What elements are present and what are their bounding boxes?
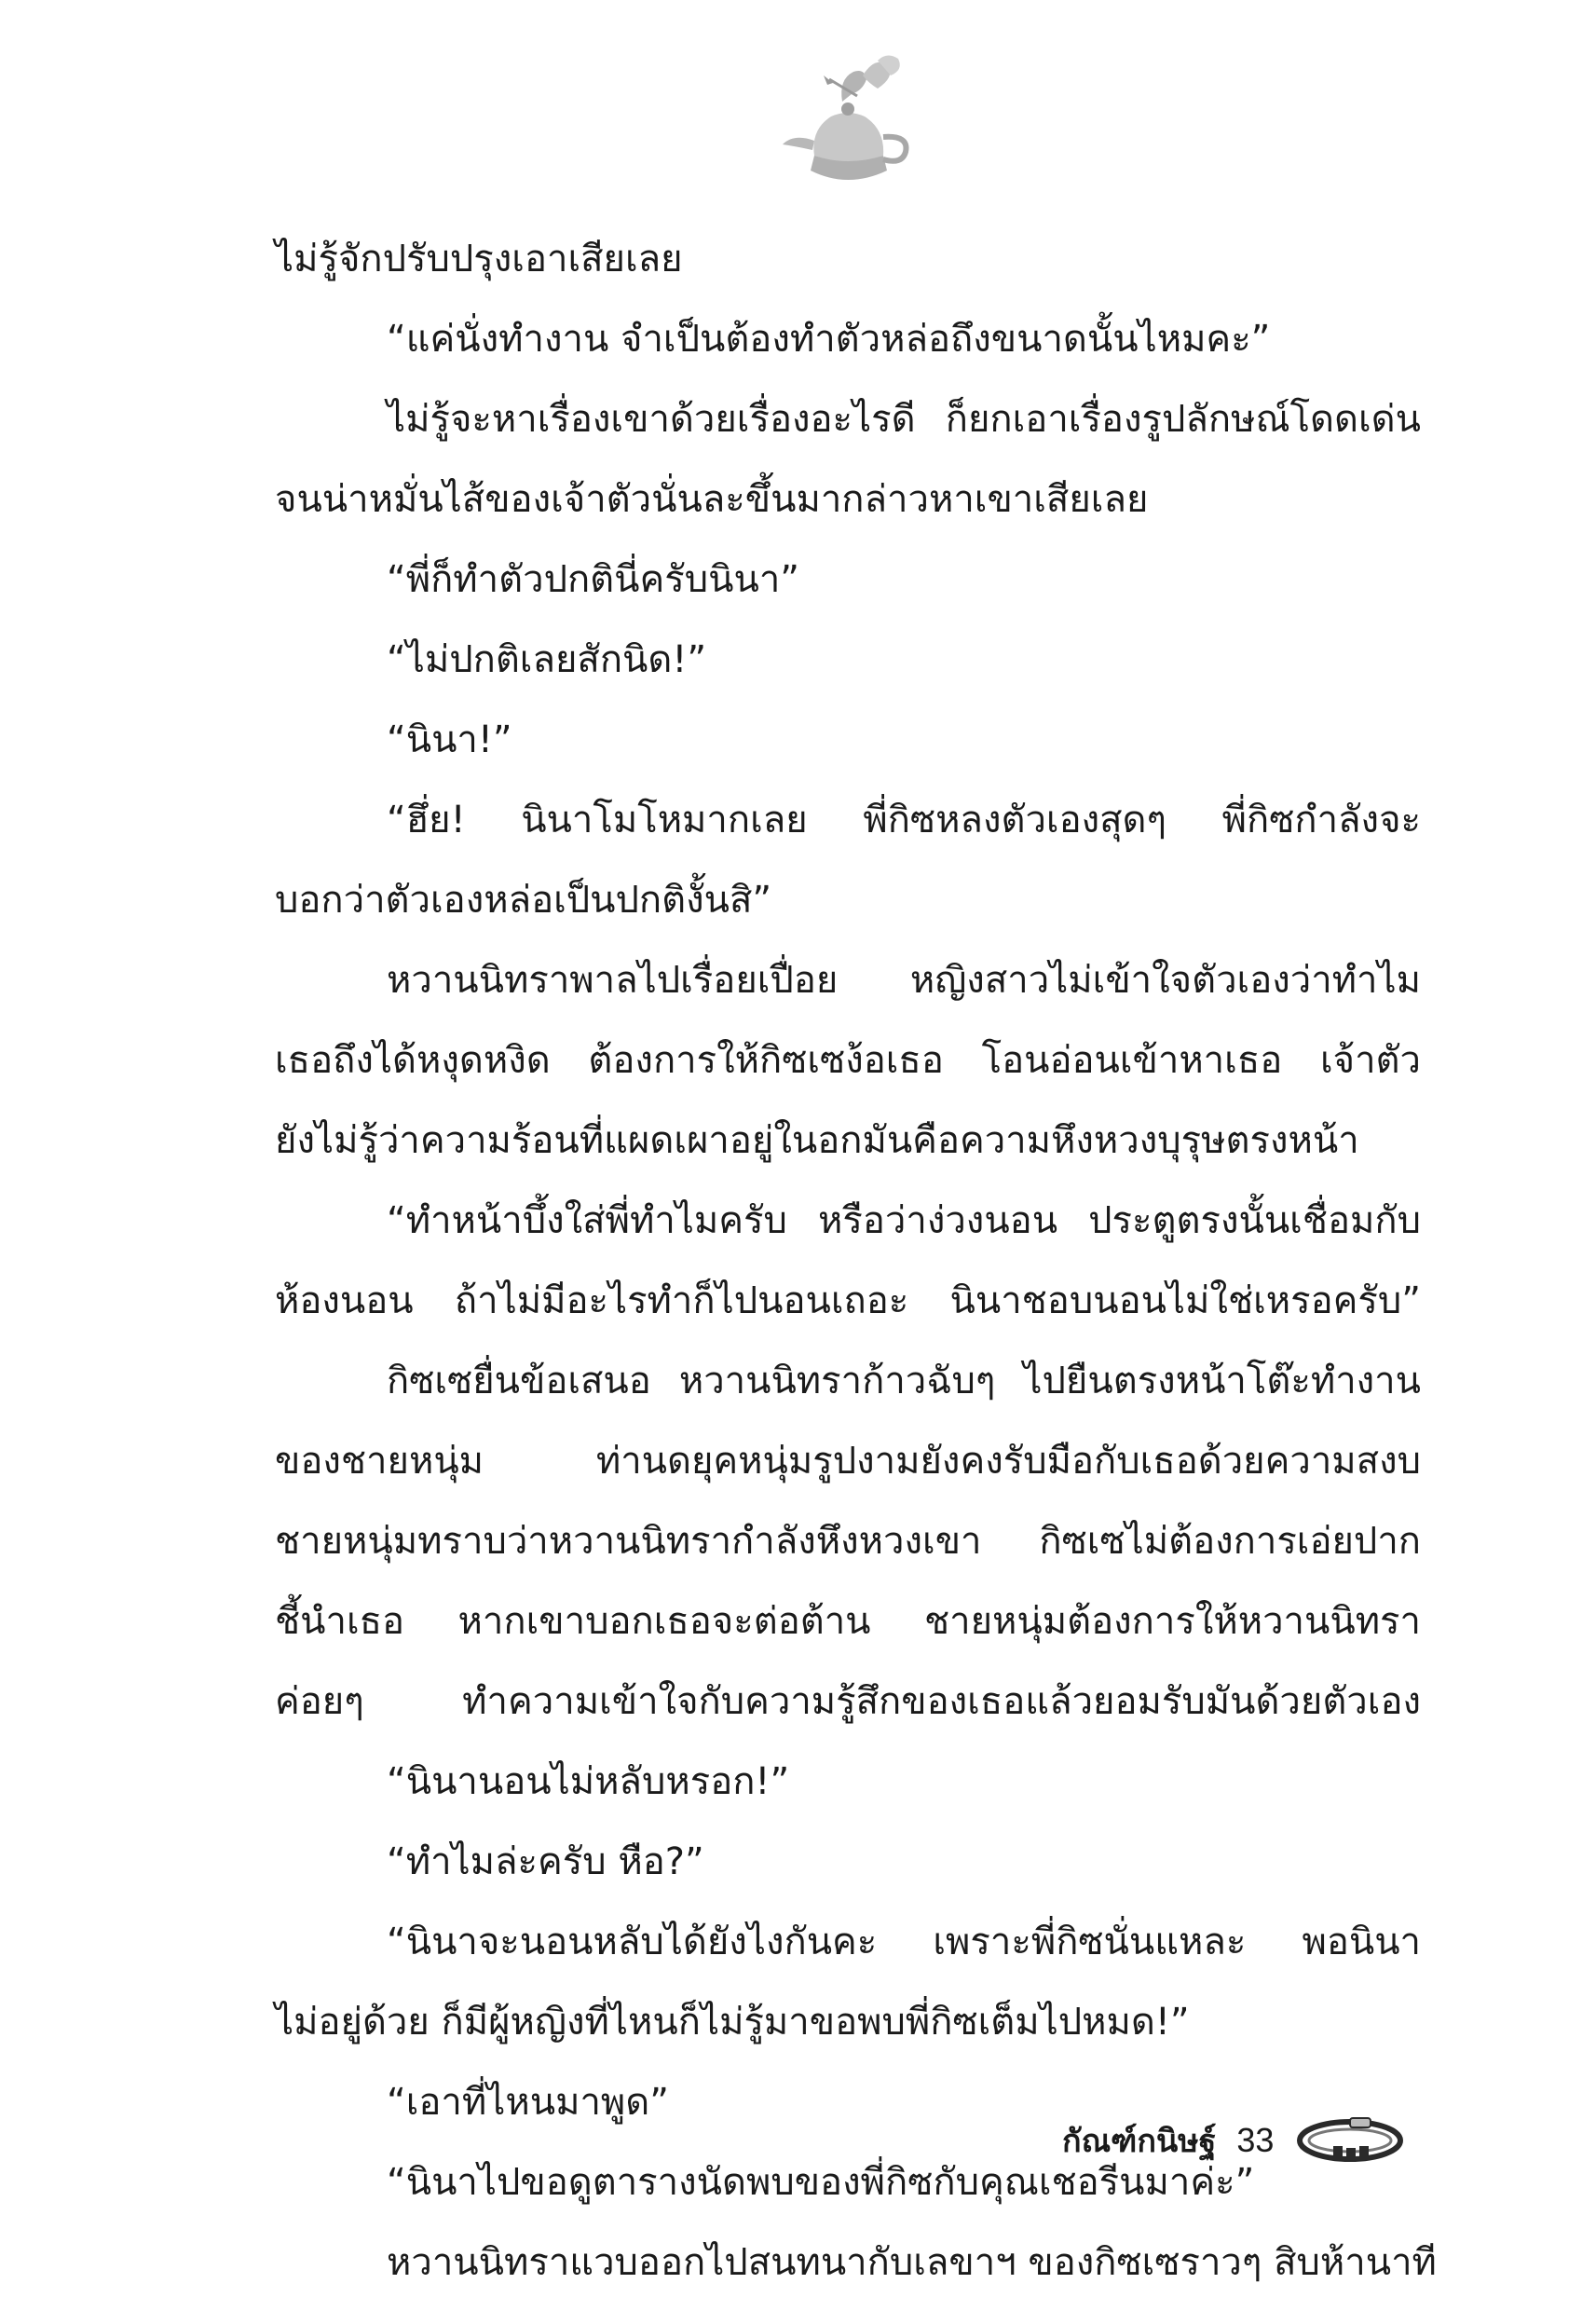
text-line: ชี้นำเธอ หากเขาบอกเธอจะต่อต้าน ชายหนุ่มต้องการให้หวานนิทรา — [275, 1600, 1421, 1643]
bracelet-ornament-icon — [1294, 2113, 1406, 2168]
text-line: ค่อยๆ ทำความเข้าใจกับความรู้สึกของเธอแล้วยอมรับมันด้วยตัวเอง — [275, 1680, 1421, 1723]
text-line: “แค่นั่งทำงาน จำเป็นต้องทำตัวหล่อถึงขนาดนั้นไหมคะ” — [387, 318, 1271, 361]
book-title: กัณฑ์กนิษฐ์ — [1062, 2123, 1217, 2160]
text-line: ชายหนุ่มทราบว่าหวานนิทรากำลังหึงหวงเขา กิซเซไม่ต้องการเอ่ยปาก — [275, 1520, 1421, 1563]
page-number: 33 — [1236, 2121, 1275, 2159]
text-line: ยังไม่รู้ว่าความร้อนที่แผดเผาอยู่ในอกมันคือความหึงหวงบุรุษตรงหน้า — [275, 1119, 1359, 1162]
text-line: “ทำไมล่ะครับ หือ?” — [387, 1840, 704, 1883]
text-line: “ทำหน้าบึ้งใส่พี่ทำไมครับ หรือว่าง่วงนอน ประตูตรงนั้นเชื่อมกับ — [387, 1199, 1421, 1242]
page-footer — [1062, 2108, 1500, 2173]
text-line: ไม่รู้จักปรับปรุงเอาเสียเลย — [275, 238, 683, 280]
text-line: “ฮึ่ย! นินาโมโหมากเลย พี่กิซหลงตัวเองสุดๆ พี่กิซกำลังจะ — [387, 799, 1421, 841]
text-line: “นินานอนไม่หลับหรอก!” — [387, 1760, 790, 1803]
body-text — [275, 219, 1437, 2303]
text-line: “นินาจะนอนหลับได้ยังไงกันคะ เพราะพี่กิซนั่นแหละ พอนินา — [387, 1921, 1421, 1963]
cupid-teapot-ornament-icon — [773, 51, 922, 191]
text-line: “ไม่ปกติเลยสักนิด!” — [387, 638, 707, 681]
text-line: หวานนิทราแวบออกไปสนทนากับเลขาฯ ของกิซเซราวๆ สิบห้านาที — [387, 2241, 1437, 2284]
text-line: ของชายหนุ่ม ท่านดยุคหนุ่มรูปงามยังคงรับมือกับเธอด้วยความสงบ — [275, 1440, 1421, 1483]
text-line: บอกว่าตัวเองหล่อเป็นปกติงั้นสิ” — [275, 879, 772, 922]
text-line: เธอถึงได้หงุดหงิด ต้องการให้กิซเซง้อเธอ โอนอ่อนเข้าหาเธอ เจ้าตัว — [275, 1039, 1421, 1082]
text-line: กิซเซยื่นข้อเสนอ หวานนิทราก้าวฉับๆ ไปยืนตรงหน้าโต๊ะทำงาน — [387, 1360, 1421, 1402]
text-line: จนน่าหมั่นไส้ของเจ้าตัวนั่นละขึ้นมากล่าวหาเขาเสียเลย — [275, 478, 1149, 521]
text-line: ไม่รู้จะหาเรื่องเขาด้วยเรื่องอะไรดี ก็ยกเอาเรื่องรูปลักษณ์โดดเด่น — [387, 398, 1421, 441]
text-line: “เอาที่ไหนมาพูด” — [387, 2081, 669, 2124]
text-line: “นินา!” — [387, 718, 512, 761]
text-line: “นินาไปขอดูตารางนัดพบของพี่กิซกับคุณเชอรีนมาค่ะ” — [387, 2161, 1255, 2204]
text-line: ไม่อยู่ด้วย ก็มีผู้หญิงที่ไหนก็ไม่รู้มาขอพบพี่กิซเต็มไปหมด!” — [275, 2001, 1190, 2044]
text-line: หวานนิทราพาลไปเรื่อยเปื่อย หญิงสาวไม่เข้าใจตัวเองว่าทำไม — [387, 959, 1421, 1002]
text-line: ห้องนอน ถ้าไม่มีอะไรทำก็ไปนอนเถอะ นินาชอบนอนไม่ใช่เหรอครับ” — [275, 1279, 1421, 1322]
text-line: “พี่ก็ทำตัวปกตินี่ครับนินา” — [387, 558, 800, 601]
